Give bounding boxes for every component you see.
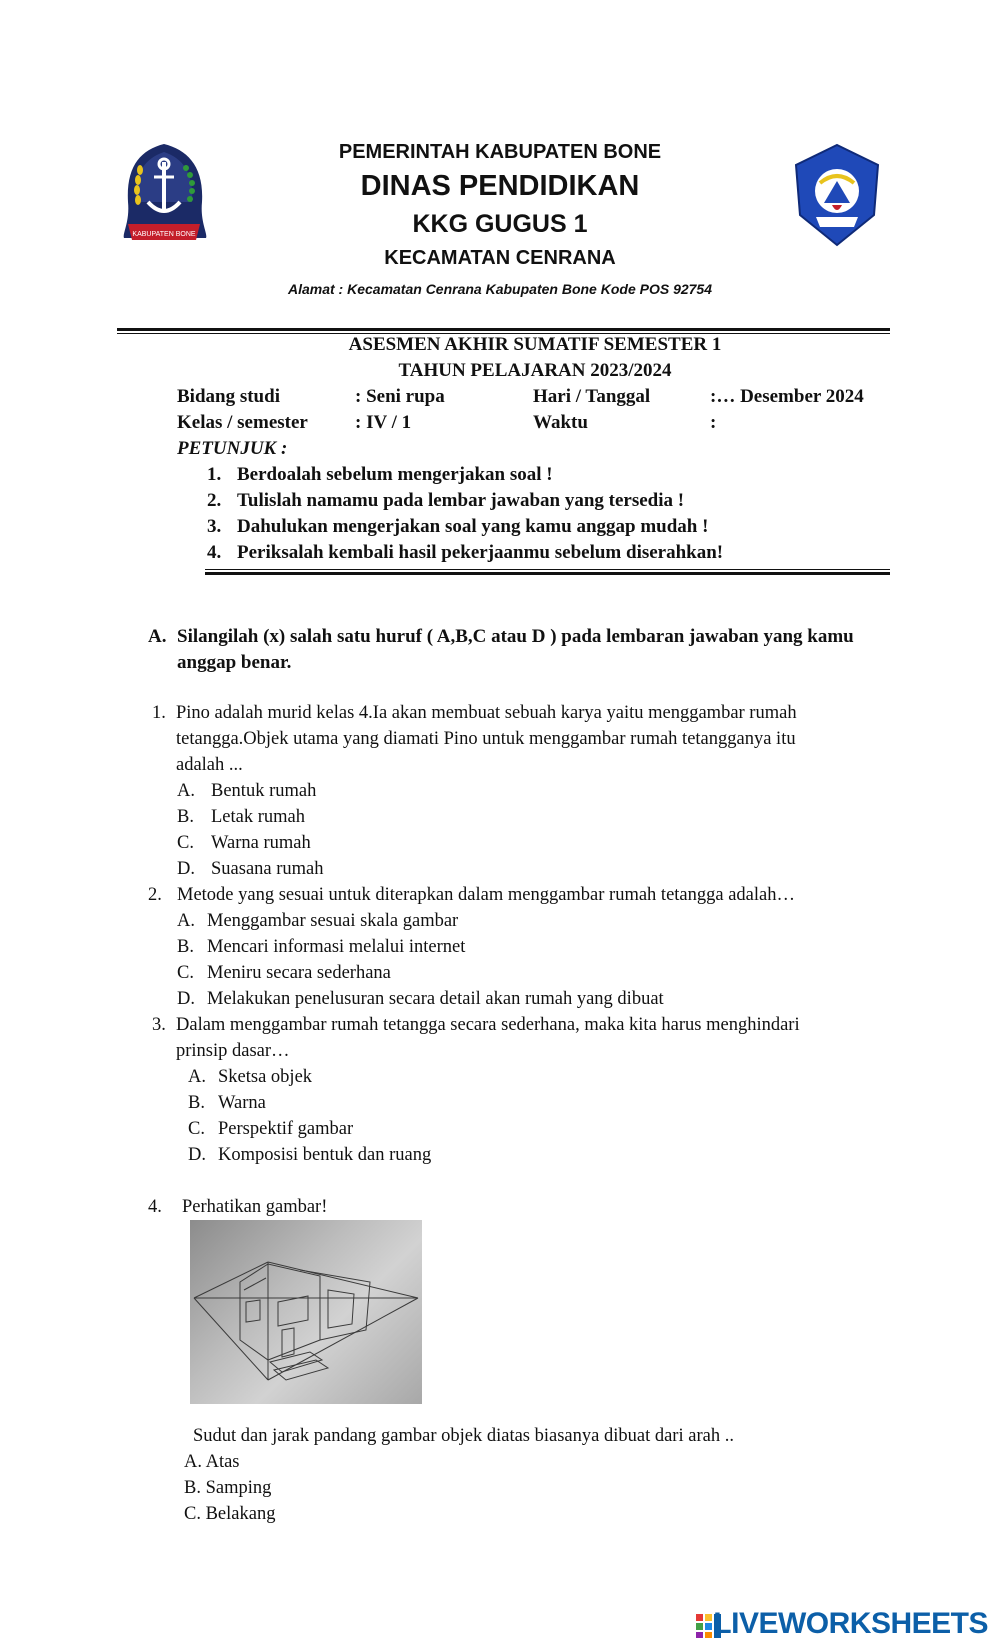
exam-title: ASESMEN AKHIR SUMATIF SEMESTER 1 [348,334,722,355]
option-text: Komposisi bentuk dan ruang [218,1145,432,1165]
liveworksheets-watermark: LIVEWORKSHEETS [713,1607,988,1640]
header-line-2: DINAS PENDIDIKAN [360,170,640,202]
question-text-line: adalah ... [176,755,243,775]
question-text-line: Perhatikan gambar! [182,1197,328,1217]
instructions-divider-thin [205,569,890,570]
section-instruction-line-1: Silangilah (x) salah satu huruf ( A,B,C atau D ) pada lembaran jawaban yang kamu [177,626,854,647]
instructions-divider-thick [205,572,890,575]
question-text-line: tetangga.Objek utama yang diamati Pino untuk menggambar rumah tetangganya itu [176,729,796,749]
field-label-subject: Bidang studi [177,386,280,407]
option-text: Melakukan penelusuran secara detail akan rumah yang dibuat [207,989,664,1009]
field-label-date: Hari / Tanggal [533,386,651,407]
question-number: 1. [152,703,166,723]
option-text: Bentuk rumah [211,781,317,801]
option-text: Warna [218,1093,266,1113]
option-letter: C. [188,1119,205,1139]
option-letter: D. [177,989,195,1009]
option-text: Meniru secara sederhana [207,963,391,983]
option-letter: A. [188,1067,206,1087]
instruction-num: 3. [207,516,222,537]
exam-year: TAHUN PELAJARAN 2023/2024 [398,360,672,381]
option-text: Perspektif gambar [218,1119,354,1139]
question-number: 2. [148,885,162,905]
question-text-line: Dalam menggambar rumah tetangga secara sederhana, maka kita harus menghindari [176,1015,800,1035]
field-value-class: : IV / 1 [355,412,412,433]
instruction-num: 4. [207,542,222,563]
option-text: Mencari informasi melalui internet [207,937,466,957]
option-letter: D. [177,859,195,879]
option-letter: B. [177,807,194,827]
option-letter: D. [188,1145,206,1165]
field-value-time: : [710,412,717,433]
option-letter: C. [177,963,194,983]
option-text: Menggambar sesuai skala gambar [207,911,459,931]
header-line-1: PEMERINTAH KABUPATEN BONE [338,141,662,163]
field-value-date: :… Desember 2024 [710,386,864,407]
option-text: Letak rumah [211,807,305,827]
instruction-text: Dahulukan mengerjakan soal yang kamu anggap mudah ! [237,516,709,537]
instruction-text: Tulislah namamu pada lembar jawaban yang tersedia ! [237,490,685,511]
header-line-4: KECAMATAN CENRANA [384,247,616,269]
field-value-subject: : Seni rupa [355,386,445,407]
question-prompt: Sudut dan jarak pandang gambar objek diatas biasanya dibuat dari arah .. [193,1426,734,1446]
section-letter: A. [148,626,167,647]
field-label-class: Kelas / semester [177,412,308,433]
question-text-line: Metode yang sesuai untuk diterapkan dalam menggambar rumah tetangga adalah… [177,885,795,905]
header-divider-thick [117,328,890,331]
option-letter: B. [188,1093,205,1113]
emblem-label: KABUPATEN BONE [132,231,196,238]
option-letter: B. [177,937,194,957]
option-text: B. Samping [184,1478,272,1498]
instructions-title: PETUNJUK : [177,438,288,459]
option-text: A. Atas [184,1452,240,1472]
question-number: 3. [152,1015,166,1035]
option-letter: A. [177,911,195,931]
instruction-num: 1. [207,464,222,485]
header-line-3: KKG GUGUS 1 [412,210,588,238]
instruction-num: 2. [207,490,222,511]
option-text: C. Belakang [184,1504,276,1524]
option-text: Sketsa objek [218,1067,313,1087]
question-text-line: prinsip dasar… [176,1041,290,1061]
option-letter: A. [177,781,195,801]
instruction-text: Periksalah kembali hasil pekerjaanmu sebelum diserahkan! [237,542,724,563]
house-perspective-sketch [190,1220,422,1404]
instruction-text: Berdoalah sebelum mengerjakan soal ! [237,464,553,485]
question-text-line: Pino adalah murid kelas 4.Ia akan membuat sebuah karya yaitu menggambar rumah [176,703,797,723]
field-label-time: Waktu [533,412,588,433]
section-instruction-line-2: anggap benar. [177,652,292,673]
option-text: Warna rumah [211,833,311,853]
question-number: 4. [148,1197,162,1217]
header-address: Alamat : Kecamatan Cenrana Kabupaten Bone Kode POS 92754 [287,281,713,297]
option-letter: C. [177,833,194,853]
option-text: Suasana rumah [211,859,324,879]
